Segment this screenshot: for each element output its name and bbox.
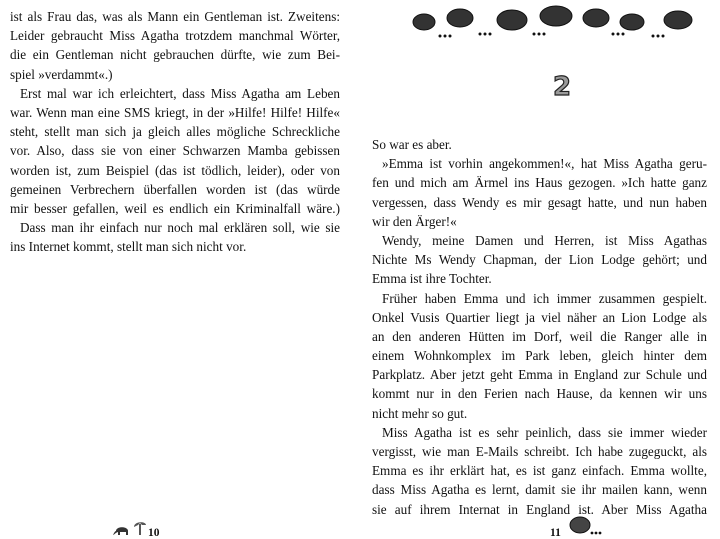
text-line: Miss Agatha ist es sehr peinlich, dass sie immer wieder	[382, 424, 707, 440]
text-line: ins Internet kommt, stellt man sich nicht vor.	[10, 239, 247, 255]
page-number: 11	[550, 527, 561, 539]
text-line: nicht mehr so gut.	[372, 405, 468, 421]
text-line: So war es aber.	[372, 137, 452, 152]
text-line: Wendy, meine Damen und Herren, ist Miss Agathas	[382, 232, 707, 248]
chapter-number: 2	[553, 72, 572, 102]
left-page-text	[10, 7, 340, 256]
text-line: Emma ist ihre Tochter.	[372, 271, 492, 287]
text-line: Dass man ihr einfach nur noch mal erklären soll, wie sie	[20, 220, 340, 236]
text-line: fen und mich am Ärmel ins Haus gezogen. »Ich hatte ganz	[372, 175, 707, 191]
text-line: mir besser gefallen, weil es endlich ein Kriminalfall wäre.)	[10, 200, 340, 216]
text-line: Leider gebraucht Miss Agatha trotzdem manchmal Wörter,	[10, 28, 340, 44]
text-line: Emma es ihr erklärt hat, es ist ganz einfach. Emma wollte,	[372, 463, 707, 479]
text-line: Erst mal war ich erleichtert, dass Miss Agatha am Leben	[20, 85, 340, 101]
text-line: Nichte Ms Wendy Chapman, der Lion Lodge gehört; und	[372, 252, 707, 268]
text-line: vor. Also, dass sie von einer Schwarzen Mamba gebissen	[10, 143, 340, 159]
text-line: worden ist, zum Beispiel (das ist tödlich, leider), oder von	[10, 162, 340, 178]
text-line: Früher haben Emma und ich immer zusammen gespielt.	[382, 290, 707, 306]
page-number: 10	[148, 527, 160, 539]
right-page	[360, 0, 720, 539]
speech-bubble-icon	[568, 515, 602, 537]
text-line: Onkel Vusis Quartier liegt ja viel näher an Lion Lodge als	[372, 309, 707, 325]
text-line: »Emma ist vorhin angekommen!«, hat Miss Agatha geru-	[382, 156, 707, 172]
text-line: kommt nur in den Ferien nach Hause, da kennen wir uns	[372, 386, 707, 402]
text-line: gemeinen Verbrechern überfallen worden ist (das würde	[10, 181, 340, 197]
elephant-tree-icon	[112, 515, 148, 537]
text-line: einem Wohnkomplex im Park leben, gleich hinter dem	[372, 348, 707, 364]
text-line: wir den Ärger!«	[372, 213, 457, 229]
text-line: war. Wenn man eine SMS kriegt, in der »Hilfe! Hilfe! Hilfe«	[10, 104, 340, 120]
text-line: die ein Gentleman nicht gebrauchen dürfte, wie zum Bei-	[10, 47, 340, 63]
text-line: ist als Frau das, was als Mann ein Gentleman ist. Zweitens:	[10, 9, 340, 24]
text-line: vergessen, dass Wendy es mir gesagt hatte, und nun haben	[372, 194, 707, 210]
text-line: Parkplatz. Aber jetzt geht Emma in England zur Schule und	[372, 367, 707, 383]
speech-bubbles-ornament	[410, 4, 700, 48]
text-line: spiel »verdammt«.)	[10, 66, 113, 82]
right-page-text	[372, 135, 707, 519]
left-page	[0, 0, 352, 539]
text-line: steht, stellt man sich ja gleich alles mögliche Schreckliche	[10, 124, 340, 140]
text-line: vergisst, wie man E-Mails schreibt. Ich habe zugeguckt, als	[372, 444, 707, 459]
text-line: dass Miss Agatha es lernt, damit sie ihr mailen kann, wenn	[372, 482, 707, 498]
text-line: sie auf ihrem Internat in England ist. Aber Miss Agatha	[372, 501, 707, 517]
text-line: an den anderen Hütten im Dorf, weil die Ranger alle in	[372, 328, 707, 344]
